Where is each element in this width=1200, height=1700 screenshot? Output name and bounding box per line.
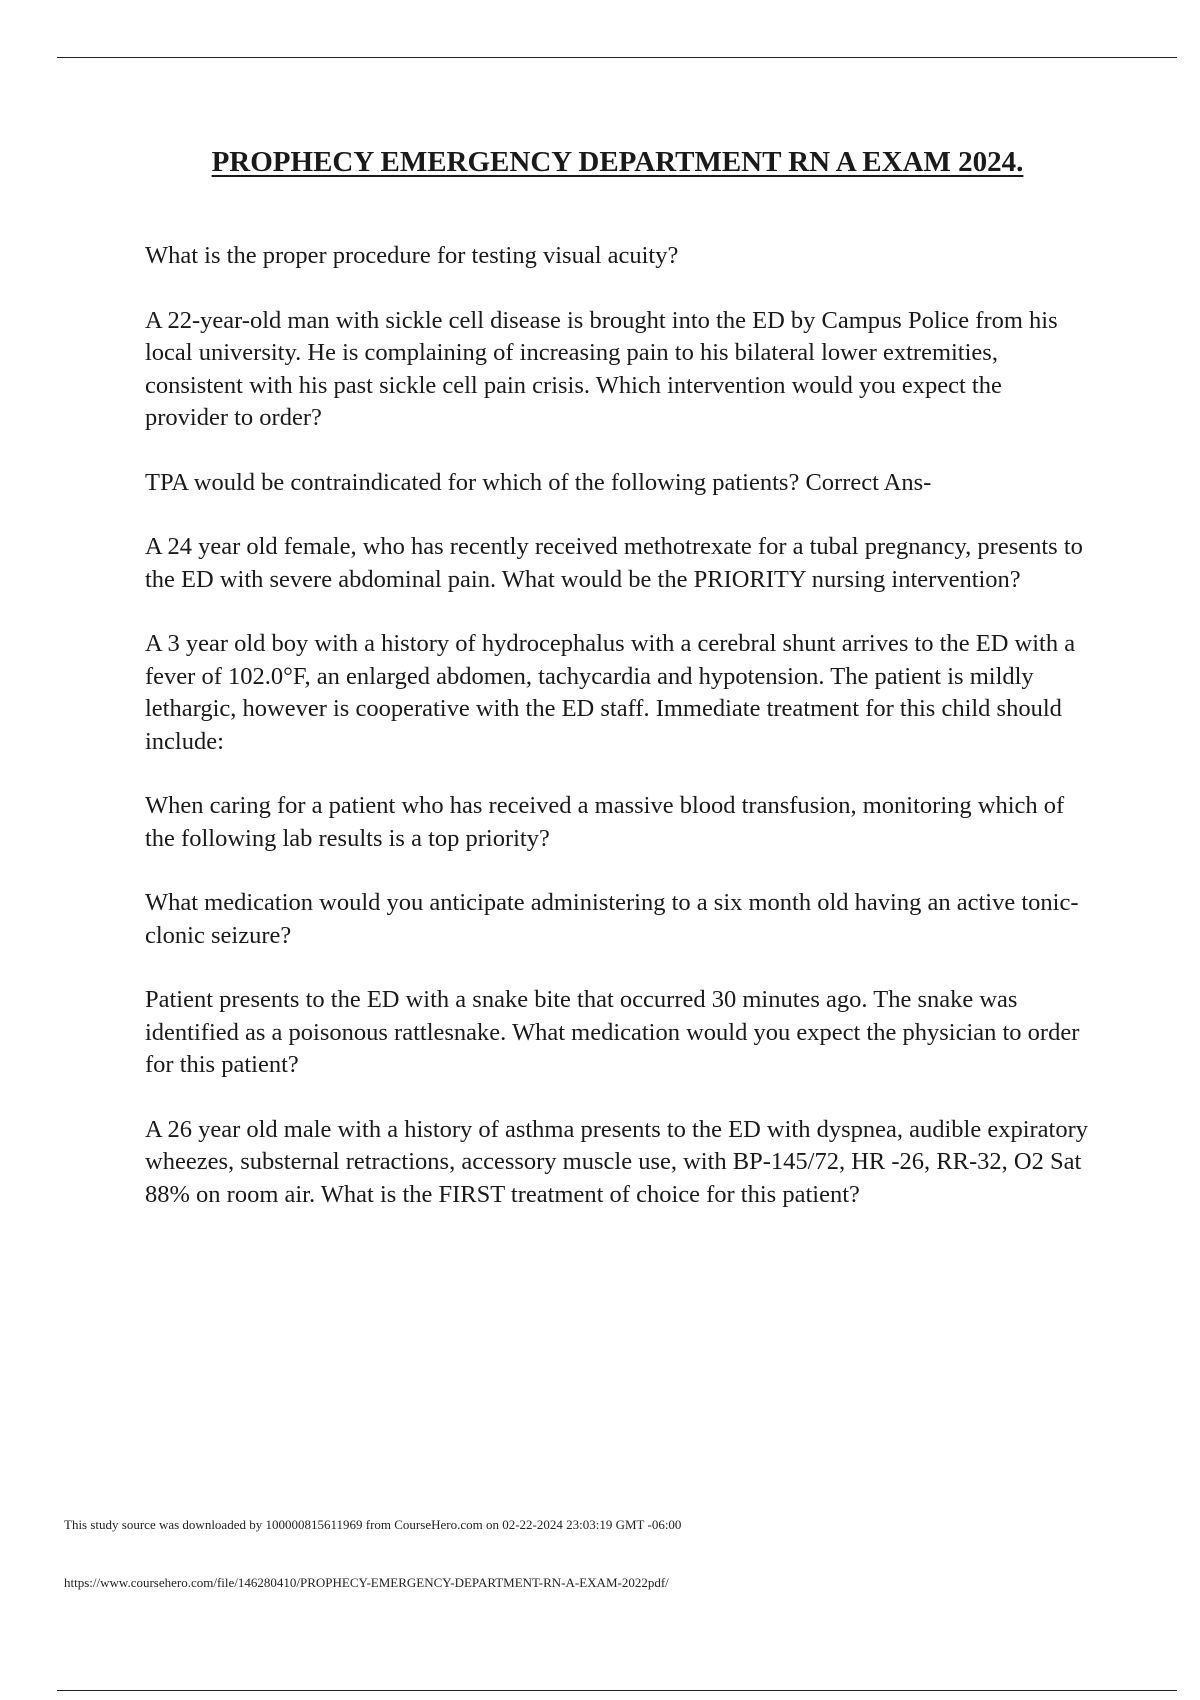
question-2: A 22-year-old man with sickle cell disease is brought into the ED by Campus Police from his local university. He is complaining of increasing pain to his bilateral lower extremities, consistent with his past sickle cell pain crisis. Which intervention would you expect the provider to order? [145, 306, 1058, 431]
question-8: Patient presents to the ED with a snake bite that occurred 30 minutes ago. The snake was identified as a poisonous rattlesnake. What medication would you expect the physician to order for this patient? [145, 986, 1080, 1078]
question-7: What medication would you anticipate administering to a six month old having an active tonic-clonic seizure? [145, 889, 1079, 949]
question-3: TPA would be contraindicated for which of the following patients? Correct Ans- [145, 468, 932, 496]
question-9: A 26 year old male with a history of asthma presents to the ED with dyspnea, audible expiratory wheezes, substernal retractions, accessory muscle use, with BP-145/72, HR -26, RR-32, O2 Sat 88% on room air. What is the FIRST treatment of choice for this patient? [145, 1115, 1089, 1208]
question-4: A 24 year old female, who has recently received methotrexate for a tubal pregnancy, presents to the ED with severe abdominal pain. What would be the PRIORITY nursing intervention? [145, 533, 1083, 593]
question-6: When caring for a patient who has received a massive blood transfusion, monitoring which of the following lab results is a top priority? [145, 792, 1065, 852]
question-1: What is the proper procedure for testing visual acuity? [145, 242, 679, 269]
bottom-divider [57, 1690, 1177, 1691]
source-url: https://www.coursehero.com/file/146280410/PROPHECY-EMERGENCY-DEPARTMENT-RN-A-EXAM-2022pdf/ [64, 1575, 669, 1590]
document-title: PROPHECY EMERGENCY DEPARTMENT RN A EXAM 2024. [211, 146, 1024, 178]
top-divider [57, 57, 1177, 58]
question-5: A 3 year old boy with a history of hydrocephalus with a cerebral shunt arrives to the ED with a fever of 102.0°F, an enlarged abdomen, tachycardia and hypotension. The patient is mildly lethargic, however is cooperative with the ED staff. Immediate treatment for this child should include: [145, 630, 1076, 755]
download-source-note: This study source was downloaded by 100000815611969 from CourseHero.com on 02-22-2024 23:03:19 GMT -06:00 [64, 1517, 682, 1532]
question-list [145, 240, 1090, 1243]
